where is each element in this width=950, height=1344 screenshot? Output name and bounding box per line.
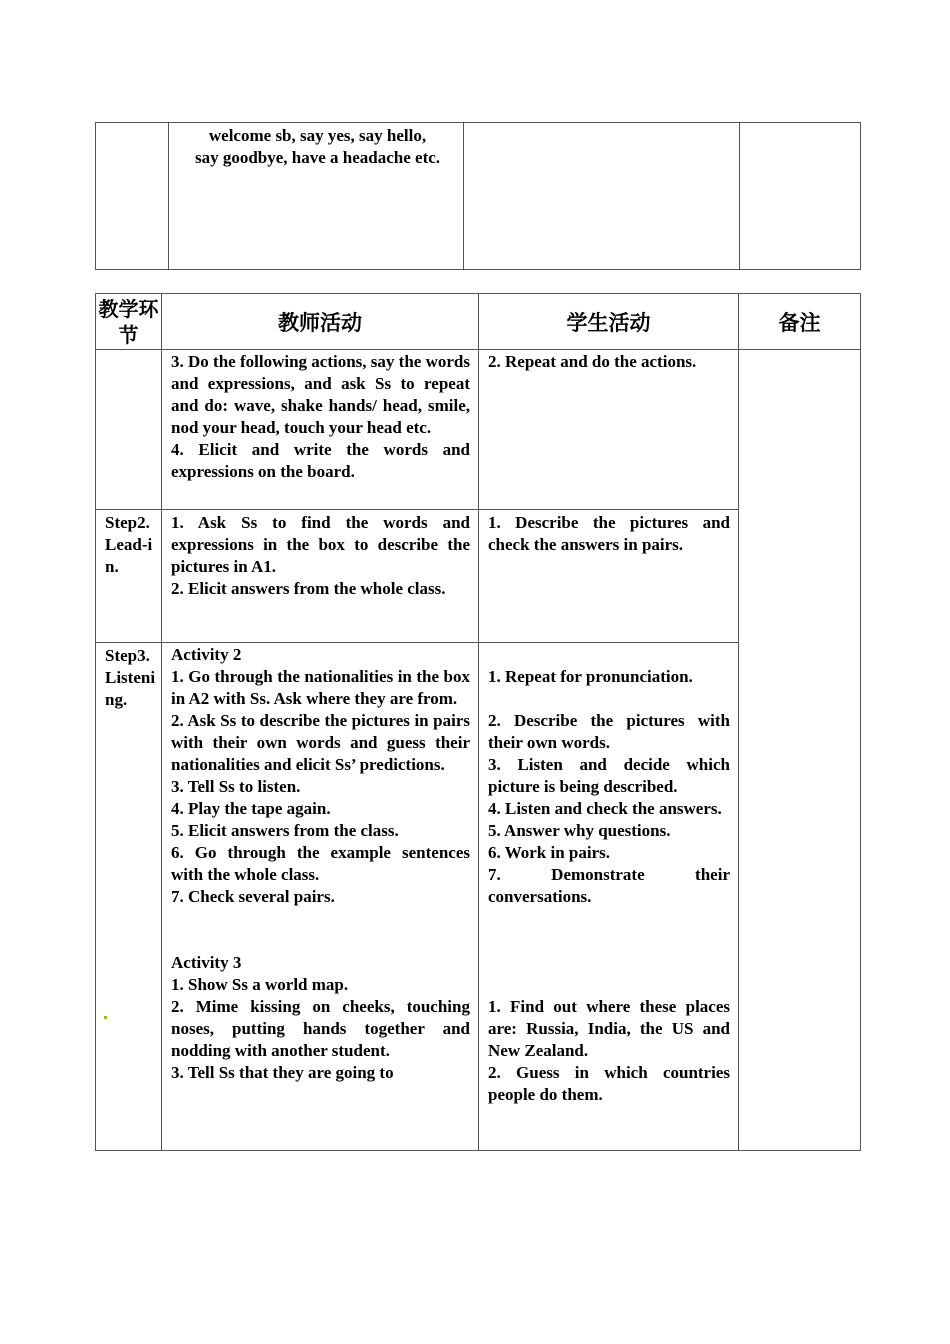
student-line: 1. Repeat for pronunciation. [488,667,693,686]
notes-cell [739,350,861,1151]
teacher-line: say goodbye, have a headache etc. [194,148,441,167]
student-line: 5. Answer why questions. [488,821,671,840]
student-activity-cell [464,123,740,270]
step-cell [96,350,162,510]
student-line: 3. Listen and decide which picture is being described. [488,755,730,796]
student-activity-cell [479,643,739,1151]
student-line: 1. Find out where these places are: Russia, India, the US and New Zealand. [488,997,730,1060]
activity-title: Activity 3 [171,953,242,972]
teacher-activity-cell [162,643,479,1151]
teacher-line: 5. Elicit answers from the class. [171,821,399,840]
table-row [96,350,861,510]
teacher-line: 1. Show Ss a world map. [171,975,349,994]
step-cell [96,123,169,270]
teacher-line: 1. Ask Ss to find the words and expressions in the box to describe the pictures in A1. [171,513,470,576]
activity-title: Activity 2 [171,645,242,664]
teacher-line: 3. Tell Ss that they are going to [171,1063,394,1082]
step-cell [96,643,162,1151]
student-line: 2. Describe the pictures with their own words. [488,711,730,752]
teacher-text: 3. Do the following actions, say the words and expressions, and ask Ss to repeat and do: wave, shake hands/ head, smile, nod your head, touch your head etc. 4. Elicit and write the words and expressions on the board. [171,352,470,481]
header-student-label: 学生活动 [566,310,651,335]
step-cell [96,510,162,643]
teacher-activity-cell [169,123,464,270]
lesson-plan-table [95,293,861,1151]
teacher-line: 3. Tell Ss to listen. [171,777,301,796]
student-line: 1. Describe the pictures and check the answers in pairs. [488,513,730,554]
teacher-line: 6. Go through the example sentences with the whole class. [171,843,470,884]
notes-cell [740,123,861,270]
teacher-line: welcome sb, say yes, say hello, [208,126,427,145]
teacher-line: 2. Elicit answers from the whole class. [171,579,446,598]
header-step [96,294,162,350]
teacher-line: 2. Mime kissing on cheeks, touching noses, putting hands together and nodding with another student. [171,997,470,1060]
student-line: 7. Demonstrate their conversations. [488,865,730,906]
student-line: 4. Listen and check the answers. [488,799,722,818]
teacher-activity-cell [162,510,479,643]
teacher-line: 1. Go through the nationalities in the box in A2 with Ss. Ask where they are from. [171,667,470,708]
header-student [479,294,739,350]
student-activity-cell [479,350,739,510]
student-text: 2. Repeat and do the actions. [488,352,697,371]
teacher-line: 4. Play the tape again. [171,799,331,818]
stray-mark [104,1016,107,1019]
header-teacher-label: 教师活动 [278,310,362,335]
header-notes-label: 备注 [778,310,821,335]
header-teacher [162,294,479,350]
student-line: 6. Work in pairs. [488,843,611,862]
teacher-line: 7. Check several pairs. [171,887,335,906]
teacher-line: 2. Ask Ss to describe the pictures in pairs with their own words and guess their nationalities and elicit Ss’ predictions. [171,711,470,774]
student-line: 2. Guess in which countries people do them. [488,1063,730,1104]
step-label: Step3. Listening. [105,646,156,709]
header-step-label: 教学环节 [98,296,159,347]
header-notes [739,294,861,350]
step-label: Step2. Lead-in. [105,513,153,576]
teacher-activity-cell [162,350,479,510]
continuation-table [95,122,861,270]
header-row [96,294,861,350]
table-row [96,123,861,270]
student-activity-cell [479,510,739,643]
